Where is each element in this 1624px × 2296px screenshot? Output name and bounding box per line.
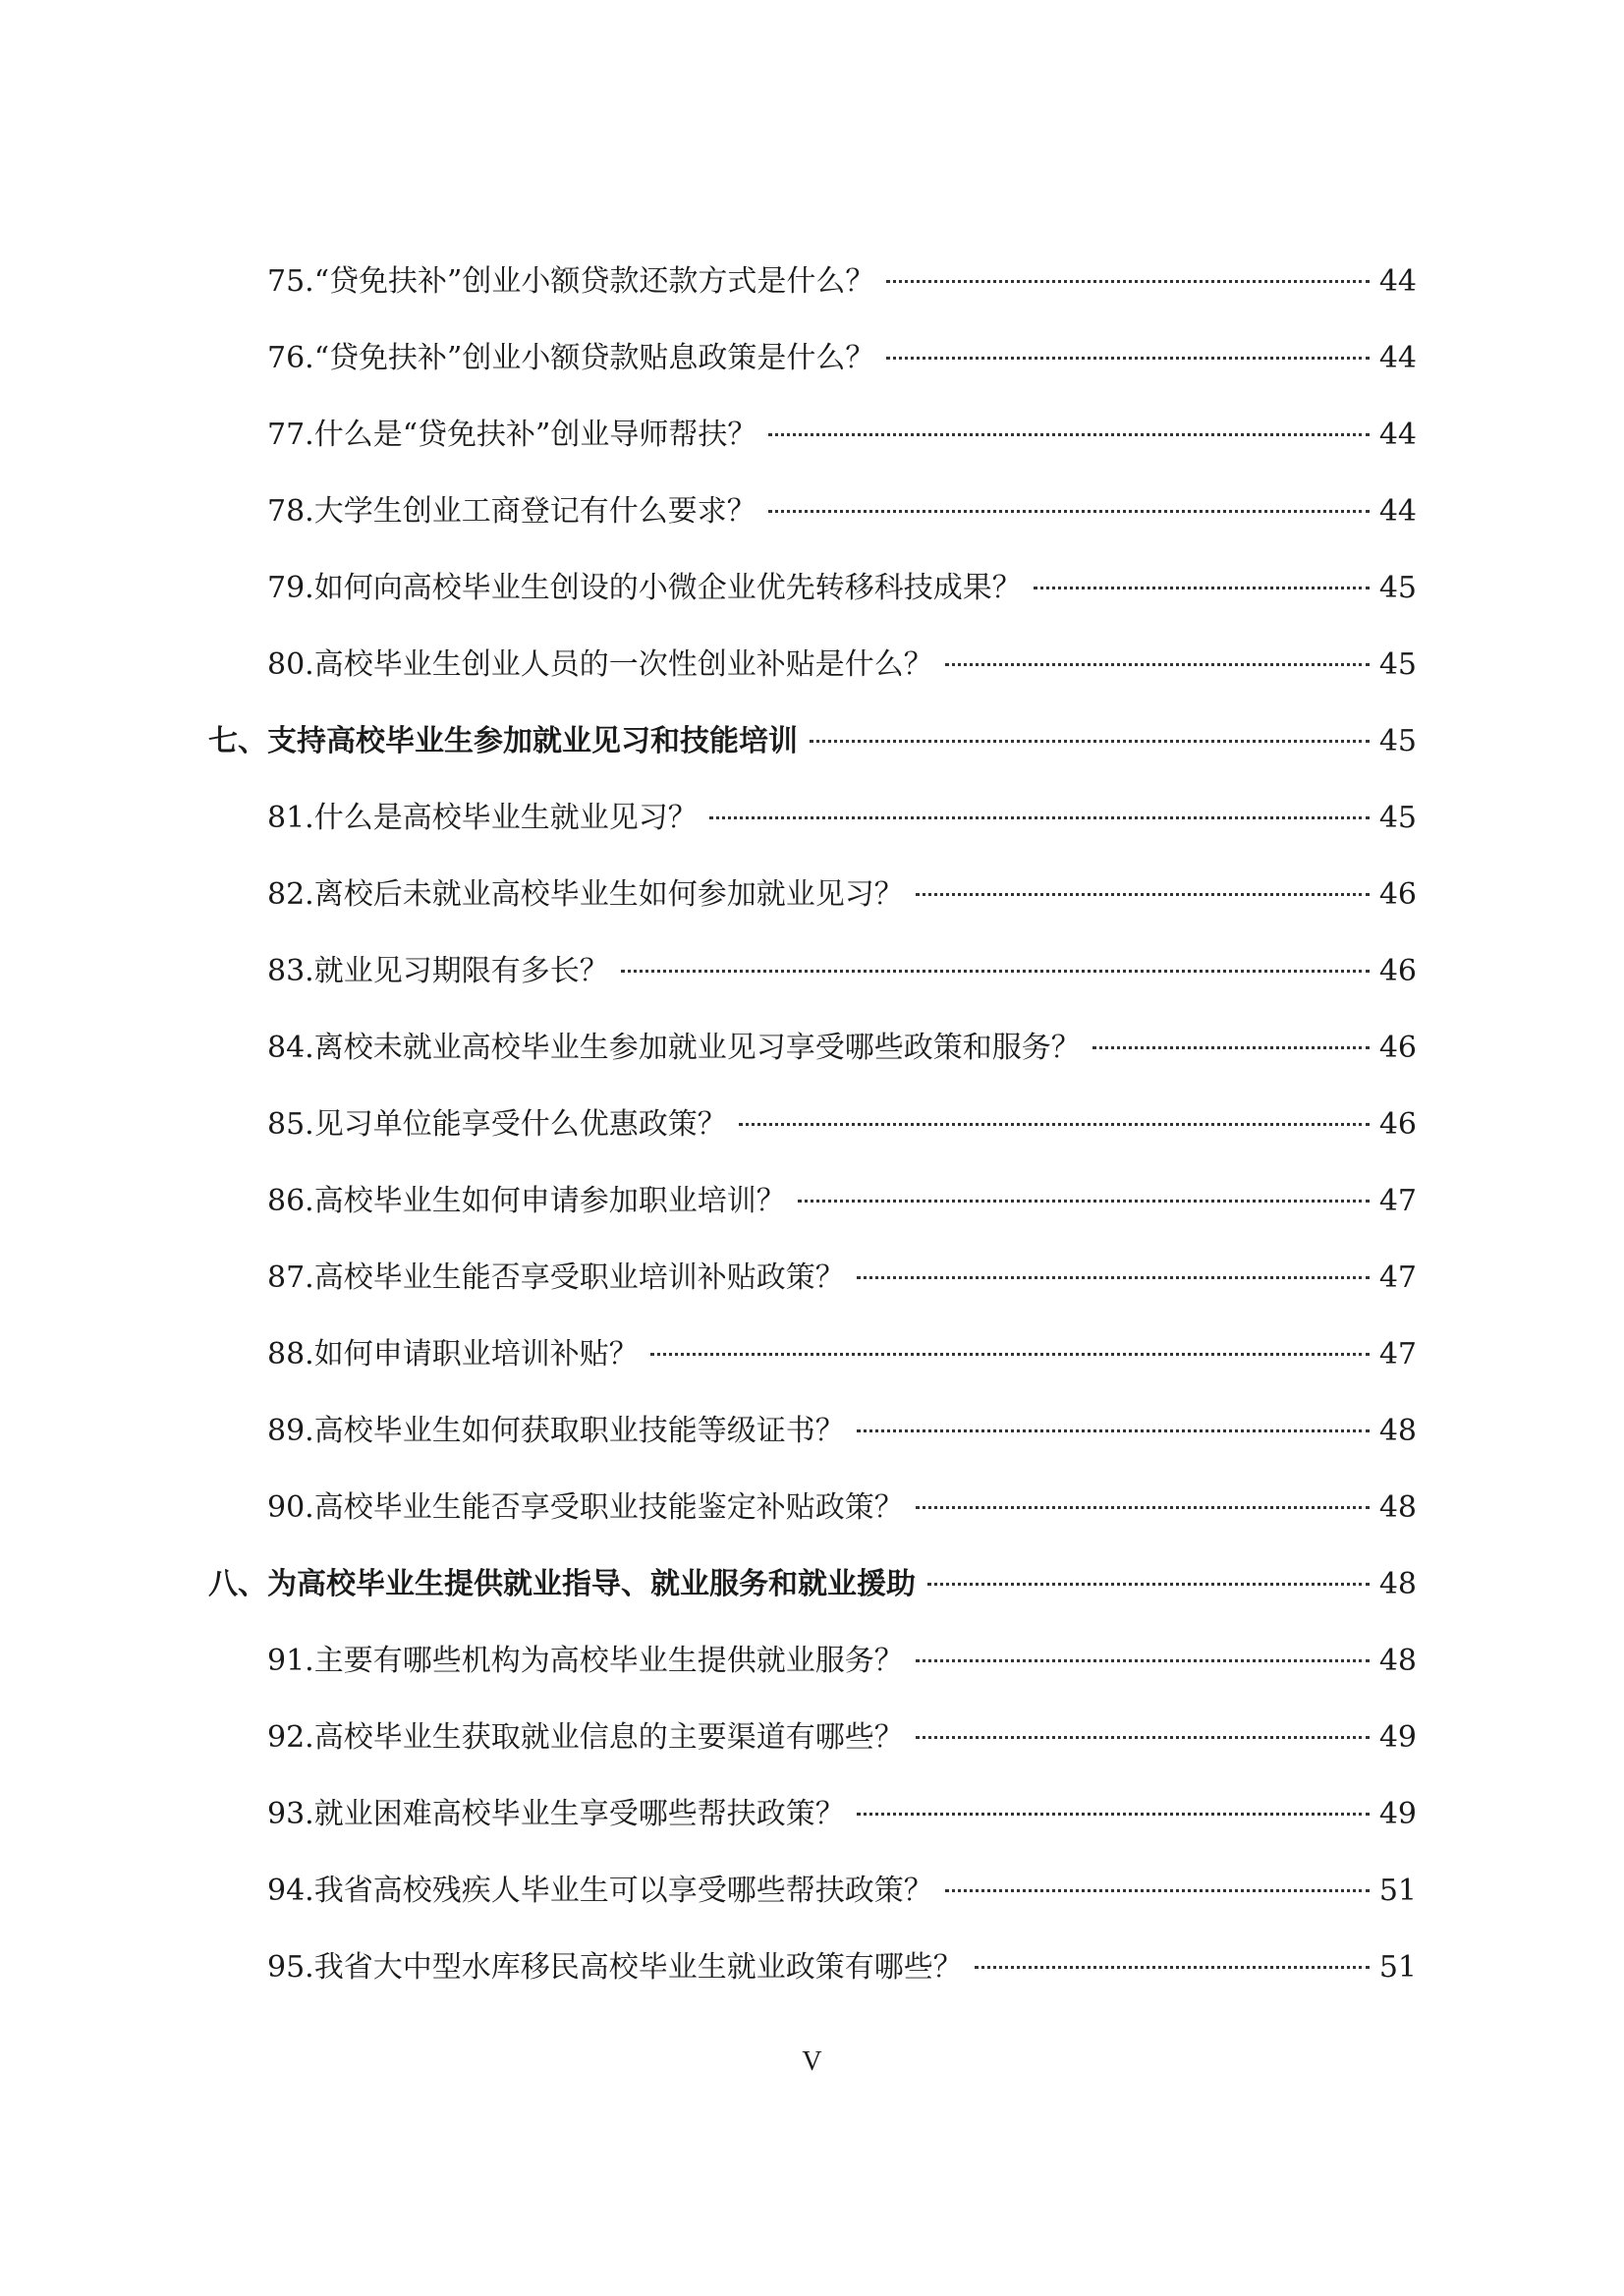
toc-entry-page: 45 xyxy=(1378,647,1417,682)
toc-entry-title: 94.我省高校残疾人毕业生可以享受哪些帮扶政策？ xyxy=(267,1874,933,1908)
toc-entry-page: 47 xyxy=(1378,1337,1417,1372)
toc-entry-page: 44 xyxy=(1378,264,1417,299)
dot-leader xyxy=(886,357,1369,360)
dot-leader xyxy=(916,1506,1370,1509)
toc-entry-title: 93.就业困难高校毕业生享受哪些帮扶政策？ xyxy=(267,1797,845,1831)
toc-entry[interactable] xyxy=(267,559,1417,618)
dot-leader xyxy=(945,663,1370,666)
toc-entry-page: 46 xyxy=(1378,1107,1417,1142)
toc-entry-page: 49 xyxy=(1378,1720,1417,1755)
dot-leader xyxy=(857,1429,1370,1432)
toc-entry-page: 46 xyxy=(1378,954,1417,988)
dot-leader xyxy=(886,280,1369,283)
dot-leader xyxy=(621,970,1370,973)
toc-entry-page: 48 xyxy=(1378,1490,1417,1525)
toc-entry[interactable] xyxy=(267,1249,1417,1308)
toc-entry[interactable] xyxy=(267,1708,1417,1767)
toc-entry-title: 91.主要有哪些机构为高校毕业生提供就业服务？ xyxy=(267,1644,904,1678)
toc-entry[interactable] xyxy=(267,329,1417,388)
toc-entry-page: 45 xyxy=(1378,571,1417,605)
dot-leader xyxy=(857,1813,1370,1816)
dot-leader xyxy=(768,510,1370,513)
toc-section-heading[interactable] xyxy=(208,712,1417,771)
toc-entry-page: 48 xyxy=(1378,1644,1417,1678)
toc-entry-title: 83.就业见习期限有多长？ xyxy=(267,954,609,988)
toc-entry[interactable] xyxy=(267,1325,1417,1384)
dot-leader xyxy=(798,1200,1370,1203)
toc-entry-title: 92.高校毕业生获取就业信息的主要渠道有哪些？ xyxy=(267,1720,904,1755)
toc-entry-title: 76.“贷免扶补”创业小额贷款贴息政策是什么？ xyxy=(267,341,875,375)
toc-entry[interactable] xyxy=(267,1172,1417,1231)
toc-entry-page: 48 xyxy=(1378,1414,1417,1448)
toc-entry[interactable] xyxy=(267,866,1417,924)
toc-entry-title: 86.高校毕业生如何申请参加职业培训？ xyxy=(267,1184,786,1218)
toc-entry[interactable] xyxy=(267,1095,1417,1154)
toc-entry-page: 47 xyxy=(1378,1184,1417,1218)
toc-entry-title: 85.见习单位能享受什么优惠政策？ xyxy=(267,1107,727,1142)
dot-leader xyxy=(709,816,1370,819)
dot-leader xyxy=(810,740,1370,743)
toc-entry-page: 46 xyxy=(1378,877,1417,912)
dot-leader xyxy=(1092,1046,1370,1049)
toc-entry[interactable] xyxy=(267,1479,1417,1538)
toc-entry-title: 79.如何向高校毕业生创设的小微企业优先转移科技成果？ xyxy=(267,571,1022,605)
toc-entry[interactable] xyxy=(267,1862,1417,1921)
toc-entry[interactable] xyxy=(267,1785,1417,1844)
toc-entry[interactable] xyxy=(267,1938,1417,1997)
toc-entry[interactable] xyxy=(267,406,1417,465)
toc-entry-page: 45 xyxy=(1378,801,1417,835)
toc-entry-page: 51 xyxy=(1378,1874,1417,1908)
toc-entry-page: 49 xyxy=(1378,1797,1417,1831)
toc-section-title: 八、为高校毕业生提供就业指导、就业服务和就业援助 xyxy=(208,1567,916,1601)
toc-entry-title: 77.什么是“贷免扶补”创业导师帮扶？ xyxy=(267,418,757,452)
dot-leader xyxy=(739,1123,1370,1126)
toc-entry-title: 80.高校毕业生创业人员的一次性创业补贴是什么？ xyxy=(267,647,933,682)
toc-entry[interactable] xyxy=(267,482,1417,541)
toc-entry-page: 47 xyxy=(1378,1260,1417,1295)
toc-entry-title: 82.离校后未就业高校毕业生如何参加就业见习？ xyxy=(267,877,904,912)
toc-entry[interactable] xyxy=(267,252,1417,311)
toc-entry[interactable] xyxy=(267,1402,1417,1461)
dot-leader xyxy=(916,893,1370,896)
toc-section-title: 七、支持高校毕业生参加就业见习和技能培训 xyxy=(208,724,798,758)
toc-entry-title: 84.离校未就业高校毕业生参加就业见习享受哪些政策和服务？ xyxy=(267,1031,1081,1065)
toc-entry-title: 75.“贷免扶补”创业小额贷款还款方式是什么？ xyxy=(267,264,875,299)
dot-leader xyxy=(927,1583,1370,1586)
dot-leader xyxy=(650,1353,1370,1356)
toc-entry-title: 90.高校毕业生能否享受职业技能鉴定补贴政策？ xyxy=(267,1490,904,1525)
toc-entry-title: 78.大学生创业工商登记有什么要求？ xyxy=(267,494,756,529)
toc-entry-title: 89.高校毕业生如何获取职业技能等级证书？ xyxy=(267,1414,845,1448)
toc-entry[interactable] xyxy=(267,1632,1417,1691)
toc-entry[interactable] xyxy=(267,942,1417,1001)
toc-entry-page: 44 xyxy=(1378,341,1417,375)
toc-entry[interactable] xyxy=(267,789,1417,848)
toc-section-heading[interactable] xyxy=(208,1555,1417,1614)
toc-entry[interactable] xyxy=(267,636,1417,695)
dot-leader xyxy=(857,1276,1370,1279)
page-number: V xyxy=(802,2046,822,2077)
toc-entry-page: 46 xyxy=(1378,1031,1417,1065)
toc-entry-page: 44 xyxy=(1378,418,1417,452)
dot-leader xyxy=(1034,587,1370,589)
toc-entry-page: 45 xyxy=(1378,724,1417,758)
dot-leader xyxy=(916,1736,1370,1739)
dot-leader xyxy=(768,433,1369,436)
dot-leader xyxy=(916,1659,1370,1662)
toc-entry-title: 81.什么是高校毕业生就业见习？ xyxy=(267,801,698,835)
toc-entry[interactable] xyxy=(267,1019,1417,1078)
toc-entry-page: 44 xyxy=(1378,494,1417,529)
dot-leader xyxy=(945,1889,1370,1892)
toc-entry-title: 88.如何申请职业培训补贴？ xyxy=(267,1337,639,1372)
dot-leader xyxy=(975,1966,1370,1969)
toc-entry-page: 48 xyxy=(1378,1567,1417,1601)
toc-entry-title: 87.高校毕业生能否享受职业培训补贴政策？ xyxy=(267,1260,845,1295)
toc-entry-page: 51 xyxy=(1378,1950,1417,1985)
toc-entry-title: 95.我省大中型水库移民高校毕业生就业政策有哪些？ xyxy=(267,1950,963,1985)
